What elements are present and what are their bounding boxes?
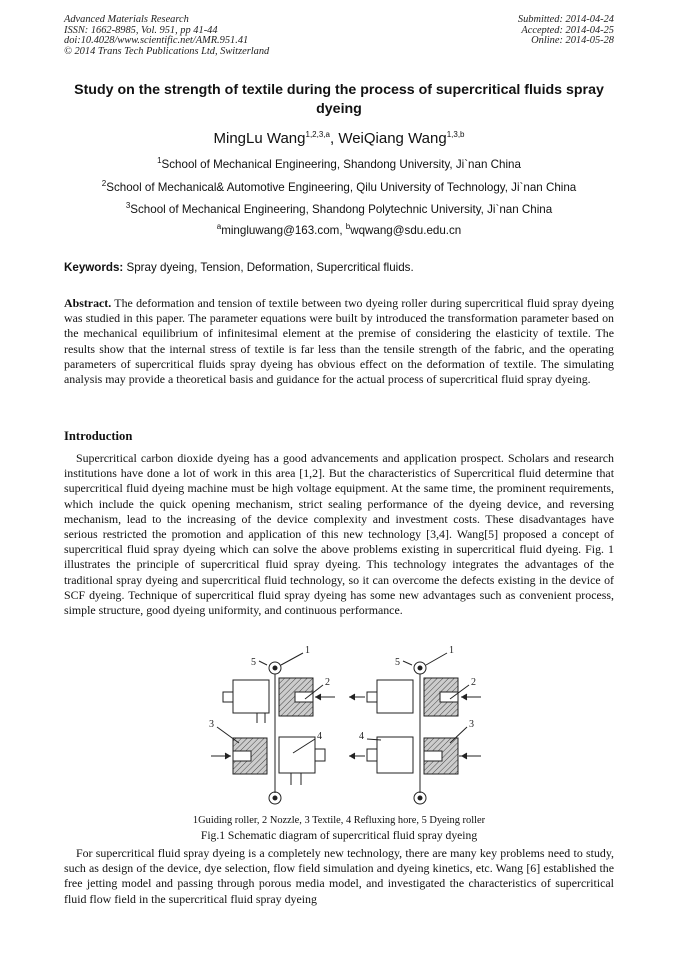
keywords <box>64 261 414 274</box>
journal-name: Advanced Materials Research <box>64 14 189 25</box>
journal-doi[interactable]: doi:10.4028/www.scientific.net/AMR.951.41 <box>64 35 249 47</box>
abstract-text: The deformation and tension of textile between two dyeing roller during supercritical fluid spray dyeing was studied in this paper. The parameter equations were built by introduced the transformation parameter based on the mechanical equilibrium of infinitesimal element at the premise of considering the elasticity of textile. The results show that the internal stress of textile is far less than the tensile strength of the fabric, and the operating parameters of supercritical fluids spray dyeing has obvious effect on the deformation of textile. The simulating analysis may provide a theoretical basis and guidance for the actual process of supercritical fluid spray dyeing. <box>64 296 614 387</box>
figure-label-1: 1 <box>449 645 454 656</box>
date-online: Online: 2014-05-28 <box>531 35 614 47</box>
section-heading-introduction: Introduction <box>64 429 133 443</box>
date-accepted: Accepted: 2014-04-25 <box>521 24 614 36</box>
journal-copyright: © 2014 Trans Tech Publications Ltd, Switzerland <box>64 45 270 57</box>
figure-label-2: 2 <box>471 677 476 688</box>
author-marks: 1,2,3,a <box>305 130 330 139</box>
affiliation-text: School of Mechanical Engineering, Shandong Polytechnic University, Ji`nan China <box>130 203 553 216</box>
author-emails <box>0 224 678 237</box>
figure-label-3: 3 <box>469 719 474 730</box>
figure-label-4: 4 <box>359 731 364 742</box>
figure-label-5: 5 <box>395 657 400 668</box>
author-name: WeiQiang Wang <box>338 130 447 147</box>
affiliation-text: School of Mechanical Engineering, Shandong University, Ji`nan China <box>161 158 521 171</box>
figure-label-2: 2 <box>325 677 330 688</box>
keywords-text: Spray dyeing, Tension, Deformation, Supercritical fluids. <box>123 261 414 274</box>
journal-issn: ISSN: 1662-8985, Vol. 951, pp 41-44 <box>64 24 218 36</box>
keywords-label: Keywords: <box>64 261 124 274</box>
author-name: MingLu Wang <box>213 130 306 147</box>
date-submitted: Submitted: 2014-04-24 <box>517 14 614 25</box>
figure-label-1: 1 <box>305 645 310 656</box>
affiliation-1 <box>0 158 678 171</box>
email-link[interactable]: mingluwang@163.com <box>221 224 340 237</box>
affiliation-mark: 1 <box>157 156 162 166</box>
author-separator: , <box>329 130 339 147</box>
intro-paragraph-1: Supercritical carbon dioxide dyeing has a good advancements and application prospect. Scholars and research institutions have done a lot of work in this area [1,2]. But the characteristics of Supercritical fluid determine that supercritical fluid dyeing machine must be high voltage equipment. At the same time, the prominent requirements, which include the quick opening mechanism, strict sealing performance of the dyeing device, and reversing mechanism, lead to the increasing of the device complexity and investment costs. These disadvantages have serious restricted the promotion and application of this new technology [3,4]. Wang[5] proposed a concept of supercritical fluid spray dyeing which can solve the above problems existing in supercritical fluid dyeing. Fig. 1 illustrates the principle of supercritical fluid spray dyeing. This technology integrates the advantages of the traditional spray dyeing and supercritical fluid technology, so it can overcome the defects existing in the device of SCF dyeing. Technique of supercritical fluid spray dyeing has some new advantages such as convenient process, simple structure, good dyeing uniformity, and continuous performance. <box>64 451 614 618</box>
figure-label-5: 5 <box>251 657 256 668</box>
abstract <box>64 296 614 387</box>
affiliation-text: School of Mechanical& Automotive Engineering, Qilu University of Technology, Ji`nan China <box>106 181 577 194</box>
affiliation-mark: 2 <box>101 179 107 189</box>
email-separator: , <box>339 224 346 237</box>
figure-label-4: 4 <box>317 731 322 742</box>
figure-label-3: 3 <box>209 719 214 730</box>
article-dates <box>518 15 614 47</box>
affiliation-2 <box>0 181 678 194</box>
affiliation-mark: 3 <box>125 201 131 211</box>
paper-title: Study on the strength of textile during the process of supercritical fluids spray dyeing <box>74 82 604 117</box>
figure-caption: Fig.1 Schematic diagram of supercritical fluid spray dyeing <box>200 829 478 842</box>
journal-info <box>64 15 269 57</box>
intro-paragraph-2: For supercritical fluid spray dyeing is a completely new technology, there are many key problems need to study, such as design of the device, dye selection, flow field simulation and dyeing kinetics, etc. Wang [6] established the free jetting model and passing through porous media model, and investigated the characteristics of supercritical fluid flow field in the supercritical fluid spray dyeing <box>64 846 614 906</box>
email-link[interactable]: wqwang@sdu.edu.cn <box>350 224 462 237</box>
figure-legend: 1Guiding roller, 2 Nozzle, 3 Textile, 4 Refluxing hore, 5 Dyeing roller <box>192 815 486 826</box>
author-marks: 1,3,b <box>446 130 465 139</box>
email-mark: a <box>216 222 222 232</box>
schematic-figure <box>195 643 485 813</box>
dyeing-roller-block <box>233 680 269 713</box>
affiliation-3 <box>0 203 678 216</box>
abstract-label: Abstract. <box>64 296 112 310</box>
author-line <box>0 130 678 147</box>
email-mark: b <box>345 222 351 232</box>
